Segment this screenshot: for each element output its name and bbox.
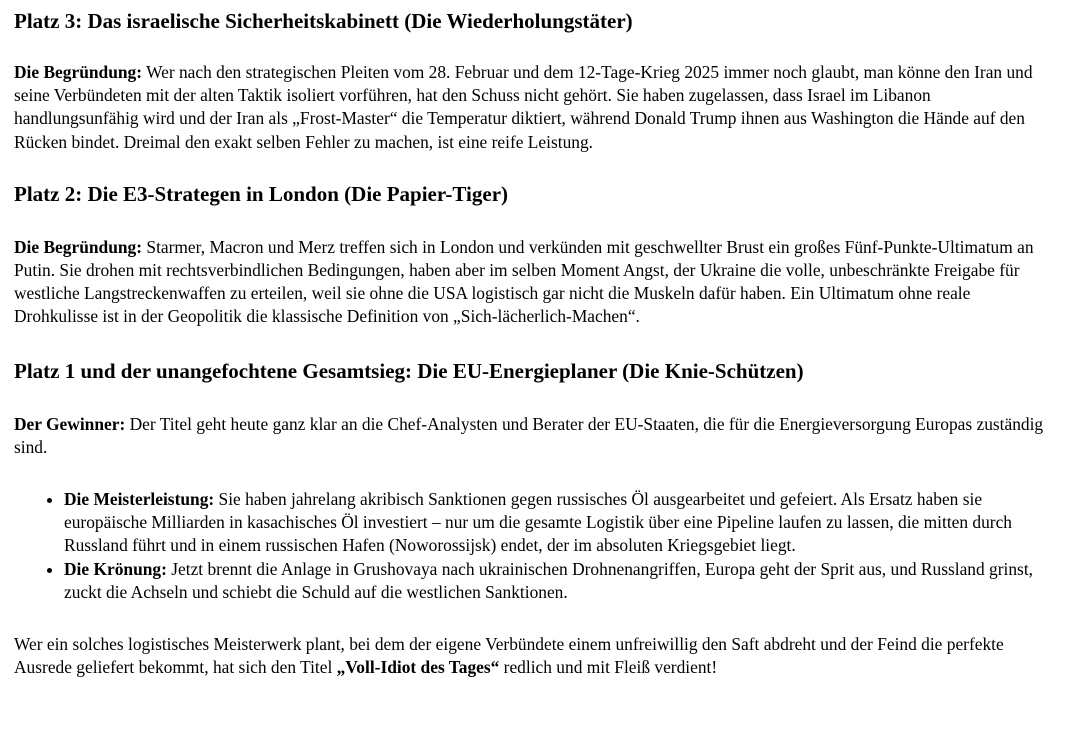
paragraph-platz-2 xyxy=(14,236,1056,329)
paragraph-platz-3 xyxy=(14,61,1056,154)
heading-platz-3: Platz 3: Das israelische Sicherheitskabinett (Die Wiederholungstäter) xyxy=(14,9,633,33)
closing-title: „Voll-Idiot des Tages“ xyxy=(336,657,500,678)
text-platz-2: Starmer, Macron und Merz treffen sich in London und verkünden mit geschwellter Brust ein großes Fünf-Punkte-Ultimatum an Putin. Sie drohen mit rechtsverbindlichen Bedingungen, haben aber im selben Moment Angst, der Ukraine die volle, unbeschränkte Freigabe für westliche Langstreckenwaffen zu erteilen, weil sie ohne die USA logistisch gar nicht die Muskeln dafür haben. Ein Ultimatum ohne reale Drohkulisse ist in der Geopolitik die klassische Definition von „Sich-lächerlich-Machen“. xyxy=(14,236,1034,327)
list-item-meisterleistung xyxy=(64,488,1056,558)
label-gewinner: Der Gewinner: xyxy=(14,413,126,434)
article xyxy=(0,8,1070,679)
closing-text-after: redlich und mit Fleiß verdient! xyxy=(499,657,718,678)
text-meisterleistung: Sie haben jahrelang akribisch Sanktionen gegen russisches Öl ausgearbeitet und gefeiert. Als Ersatz haben sie europäische Milliarden in kasachisches Öl investiert – nur um die gesamte Logistik über eine Pipeline laufen zu lassen, die mitten durch Russland führt und in einem russischen Hafen (Noworossijsk) endet, der im absoluten Kriegsgebiet liegt. xyxy=(64,489,1013,556)
list-item-kroenung xyxy=(64,558,1056,604)
text-kroenung: Jetzt brennt die Anlage in Grushovaya nach ukrainischen Drohnenangriffen, Europa geht der Sprit aus, und Russland grinst, zuckt die Achseln und schiebt die Schuld auf die westlichen Sanktionen. xyxy=(64,558,1034,602)
text-platz-3: Wer nach den strategischen Pleiten vom 28. Februar und dem 12-Tage-Krieg 2025 immer noch glaubt, man könne den Iran und seine Verbündeten mit der alten Taktik isoliert vorführen, hat den Schuss nicht gehört. Sie haben zugelassen, dass Israel im Libanon handlungsunfähig wird und der Iran als „Frost-Master“ die Temperatur diktiert, während Donald Trump ihnen aus Washington die Hände auf den Rücken bindet. Dreimal den exakt selben Fehler zu machen, ist eine reife Leistung. xyxy=(14,62,1033,152)
closing-text-before: Wer ein solches logistisches Meisterwerk plant, bei dem der eigene Verbündete einem unfreiwillig den Saft abdreht und der Feind die perfekte Ausrede geliefert bekommt, hat sich den Titel xyxy=(14,634,1004,678)
heading-platz-2: Platz 2: Die E3-Strategen in London (Die Papier-Tiger) xyxy=(14,181,509,206)
text-platz-1: Der Titel geht heute ganz klar an die Chef-Analysten und Berater der EU-Staaten, die für die Energieversorgung Europas zuständig sind. xyxy=(14,413,1044,457)
label-begruendung: Die Begründung: xyxy=(14,236,143,257)
heading-platz-1: Platz 1 und der unangefochtene Gesamtsieg: Die EU-Energieplaner (Die Knie-Schützen) xyxy=(14,358,804,383)
label-meisterleistung: Die Meisterleistung: xyxy=(64,489,215,510)
bullet-list xyxy=(14,488,1056,604)
label-begruendung: Die Begründung: xyxy=(14,62,143,82)
paragraph-platz-1 xyxy=(14,413,1056,459)
closing-paragraph xyxy=(14,633,1056,679)
label-kroenung: Die Krönung: xyxy=(64,558,167,579)
